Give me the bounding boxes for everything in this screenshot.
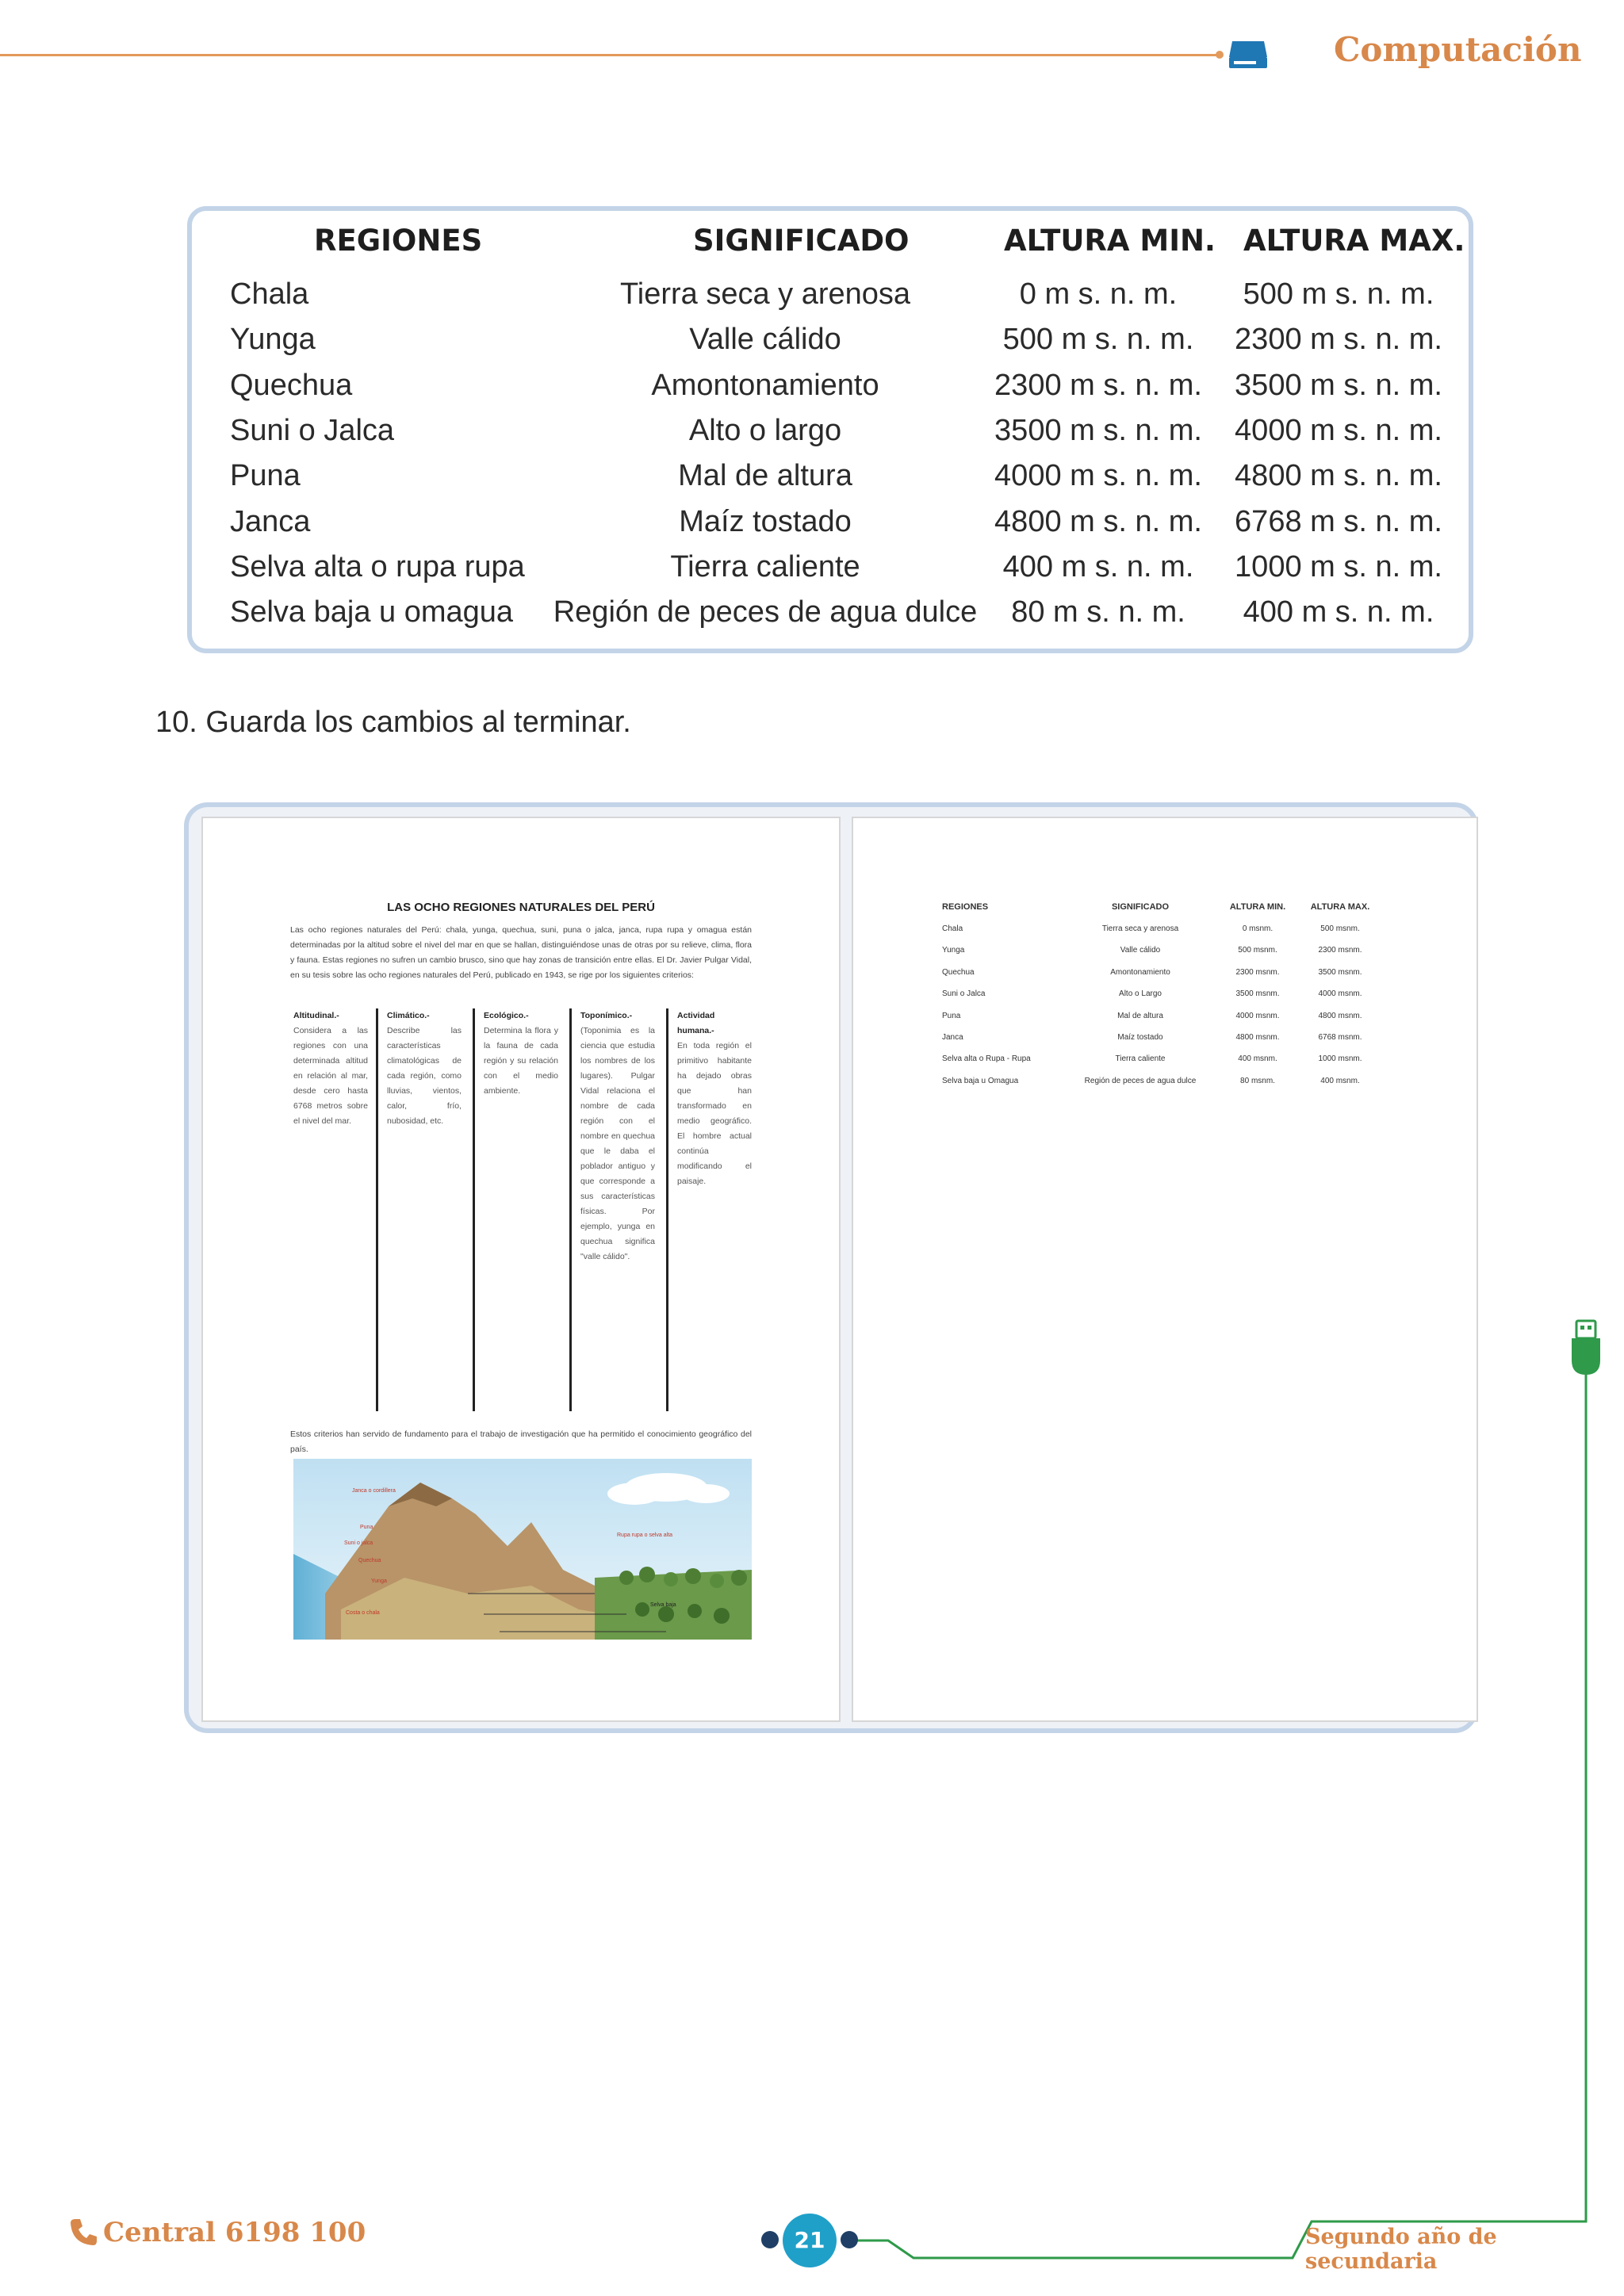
- table-header-altura-max: ALTURA MAX.: [1243, 224, 1465, 258]
- grade-label: Segundo año de secundaria: [1305, 2225, 1497, 2274]
- table-cell-r3-c2: Amontonamiento: [651, 368, 879, 402]
- mini-header-3: ALTURA MIN.: [1229, 902, 1286, 912]
- header-rule: [0, 54, 1217, 56]
- criterion-text: En toda región el primitivo habitante ha dejado obras que han transformado en medio geográfico. El hombre actual continúa modificando el paisaje.: [677, 1041, 752, 1186]
- mini-cell-r7-c1: Selva alta o Rupa - Rupa: [942, 1054, 1031, 1064]
- page-dot-left: [761, 2231, 779, 2248]
- table-cell-r5-c3: 4000 m s. n. m.: [994, 459, 1202, 493]
- illus-label-yunga: Yunga: [371, 1578, 387, 1584]
- mini-cell-r1-c3: 0 msnm.: [1242, 924, 1274, 933]
- mini-cell-r5-c1: Puna: [942, 1011, 961, 1020]
- mini-cell-r1-c2: Tierra seca y arenosa: [1101, 924, 1179, 933]
- table-cell-r1-c4: 500 m s. n. m.: [1243, 277, 1434, 311]
- table-cell-r8-c3: 80 m s. n. m.: [1011, 595, 1185, 629]
- mini-cell-r7-c4: 1000 msnm.: [1318, 1054, 1362, 1064]
- mini-cell-r6-c2: Maíz tostado: [1117, 1033, 1163, 1042]
- illus-label-rupa-rupa: Rupa rupa o selva alta: [617, 1533, 673, 1538]
- page-number: 21: [783, 2214, 837, 2267]
- column-divider: [473, 1008, 475, 1411]
- hard-drive-icon: [1228, 38, 1269, 70]
- illus-label-puna: Puna: [360, 1525, 373, 1530]
- table-cell-r5-c4: 4800 m s. n. m.: [1235, 459, 1442, 493]
- document-page-1: [201, 817, 841, 1722]
- criterion-altitudinal: [293, 1008, 368, 1129]
- table-cell-r4-c4: 4000 m s. n. m.: [1235, 413, 1442, 447]
- illus-label-janca: Janca o cordillera: [352, 1488, 396, 1494]
- table-cell-r3-c4: 3500 m s. n. m.: [1235, 368, 1442, 402]
- header-title: Computación: [1334, 30, 1582, 69]
- usb-icon: [1567, 1319, 1605, 1378]
- mini-cell-r3-c2: Amontonamiento: [1110, 967, 1170, 977]
- mini-cell-r2-c1: Yunga: [942, 946, 965, 955]
- mini-cell-r4-c2: Alto o Largo: [1119, 989, 1162, 999]
- doc-intro-paragraph: Las ocho regiones naturales del Perú: chala, yunga, quechua, suni, puna o jalca, janca, rupa rupa y omagua están determinadas por la altitud sobre el nivel del mar en que se hallan, distinguiéndose unas de otras por su relieve, clima, flora y fauna. Estas regiones no sufren un cambio brusco, sino que hay zonas de transición entre ellas. El Dr. Javier Pulgar Vidal, en su tesis sobre las ocho regiones naturales del Perú, publicado en 1943, se rige por los siguientes criterios:: [290, 925, 752, 980]
- mini-cell-r3-c3: 2300 msnm.: [1235, 967, 1280, 977]
- column-divider: [376, 1008, 378, 1411]
- table-cell-r1-c3: 0 m s. n. m.: [1019, 277, 1178, 311]
- criterion-ecologico: [484, 1008, 558, 1099]
- mini-cell-r5-c2: Mal de altura: [1117, 1011, 1163, 1020]
- criterion-toponimico: [580, 1008, 655, 1265]
- phone-icon: [68, 2217, 98, 2247]
- criterion-heading: Altitudinal.-: [293, 1011, 339, 1020]
- table-cell-r3-c1: Quechua: [230, 368, 353, 402]
- criterion-text: Describe las características climatológicas de cada región, como lluvias, vientos, calor, frío, nubosidad, etc.: [387, 1026, 462, 1126]
- criterion-text: (Toponimia es la ciencia que estudia los nombres de los lugares). Pulgar Vidal relaciona el nombre de cada región con el nombre en quechua que le daba el poblador antiguo y que corresponde a sus características físicas. Por ejemplo, yunga en quechua significa "valle cálido".: [580, 1026, 655, 1261]
- mini-cell-r2-c3: 500 msnm.: [1238, 946, 1277, 955]
- table-cell-r8-c2: Región de peces de agua dulce: [553, 595, 978, 629]
- table-header-regiones: REGIONES: [314, 224, 483, 258]
- criterion-heading: Actividad humana.-: [677, 1011, 715, 1035]
- illus-label-quechua: Quechua: [358, 1558, 381, 1563]
- doc-title: LAS OCHO REGIONES NATURALES DEL PERÚ: [387, 901, 655, 914]
- criterion-heading: Climático.-: [387, 1011, 430, 1020]
- document-page-2: [852, 817, 1478, 1722]
- table-header-significado: SIGNIFICADO: [693, 224, 910, 258]
- table-cell-r4-c3: 3500 m s. n. m.: [994, 413, 1202, 447]
- mini-cell-r8-c4: 400 msnm.: [1320, 1076, 1360, 1085]
- table-cell-r7-c1: Selva alta o rupa rupa: [230, 549, 525, 584]
- mini-cell-r1-c1: Chala: [942, 924, 963, 933]
- regions-illustration: [293, 1459, 752, 1640]
- table-cell-r2-c4: 2300 m s. n. m.: [1235, 323, 1442, 357]
- table-cell-r2-c1: Yunga: [230, 323, 316, 357]
- mini-cell-r3-c4: 3500 msnm.: [1318, 967, 1362, 977]
- illus-label-suni: Suni o jalca: [344, 1540, 373, 1546]
- mini-cell-r8-c1: Selva baja u Omagua: [942, 1076, 1019, 1085]
- mini-cell-r8-c2: Región de peces de agua dulce: [1084, 1076, 1197, 1085]
- mini-cell-r4-c3: 3500 msnm.: [1235, 989, 1280, 999]
- mini-cell-r4-c1: Suni o Jalca: [942, 989, 986, 999]
- criterion-actividad-humana: [677, 1008, 752, 1189]
- mini-cell-r3-c1: Quechua: [942, 967, 975, 977]
- column-divider: [569, 1008, 572, 1411]
- mini-header-4: ALTURA MAX.: [1310, 902, 1370, 912]
- table-cell-r5-c2: Mal de altura: [678, 459, 852, 493]
- table-cell-r4-c2: Alto o largo: [688, 413, 842, 447]
- table-cell-r6-c2: Maíz tostado: [679, 504, 852, 538]
- criterion-text: Determina la flora y la fauna de cada región y su relación con el medio ambiente.: [484, 1026, 558, 1096]
- illus-label-costa: Costa o chala: [346, 1610, 380, 1616]
- document-screenshot: [184, 802, 1478, 1733]
- page-dot-right: [841, 2231, 858, 2248]
- criterion-heading: Toponímico.-: [580, 1011, 633, 1020]
- table-cell-r5-c1: Puna: [230, 459, 301, 493]
- table-cell-r4-c1: Suni o Jalca: [230, 413, 395, 447]
- table-cell-r6-c3: 4800 m s. n. m.: [994, 504, 1202, 538]
- mini-cell-r5-c3: 4000 msnm.: [1235, 1011, 1280, 1020]
- criterion-heading: Ecológico.-: [484, 1011, 529, 1020]
- mini-header-1: REGIONES: [942, 902, 989, 912]
- table-cell-r8-c4: 400 m s. n. m.: [1243, 595, 1434, 629]
- table-cell-r6-c1: Janca: [230, 504, 311, 538]
- mini-cell-r5-c4: 4800 msnm.: [1318, 1011, 1362, 1020]
- header-rule-dot: [1216, 51, 1224, 59]
- table-cell-r6-c4: 6768 m s. n. m.: [1235, 504, 1442, 538]
- mini-cell-r8-c3: 80 msnm.: [1240, 1076, 1275, 1085]
- central-phone-text: Central 6198 100: [103, 2217, 366, 2248]
- table-cell-r1-c2: Tierra seca y arenosa: [619, 277, 911, 311]
- doc-outro-paragraph: Estos criterios han servido de fundamento para el trabajo de investigación que ha permitido el conocimiento geográfico del país.: [290, 1429, 752, 1454]
- mini-cell-r1-c4: 500 msnm.: [1320, 924, 1360, 933]
- mini-cell-r2-c2: Valle cálido: [1120, 946, 1161, 955]
- table-cell-r7-c3: 400 m s. n. m.: [1002, 549, 1194, 584]
- mini-cell-r6-c3: 4800 msnm.: [1235, 1033, 1280, 1042]
- table-cell-r2-c3: 500 m s. n. m.: [1002, 323, 1194, 357]
- mini-cell-r6-c1: Janca: [942, 1033, 963, 1042]
- table-cell-r3-c3: 2300 m s. n. m.: [994, 368, 1202, 402]
- mini-cell-r4-c4: 4000 msnm.: [1318, 989, 1362, 999]
- table-header-altura-min: ALTURA MIN.: [1004, 224, 1216, 258]
- table-cell-r7-c4: 1000 m s. n. m.: [1235, 549, 1442, 584]
- mini-cell-r2-c4: 2300 msnm.: [1318, 946, 1362, 955]
- mini-header-2: SIGNIFICADO: [1111, 902, 1170, 912]
- criterion-text: Considera a las regiones con una determinada altitud en relación al mar, desde cero hasta 6768 metros sobre el nivel del mar.: [293, 1026, 368, 1126]
- instruction-step: 10. Guarda los cambios al terminar.: [155, 706, 631, 739]
- criterion-climatico: [387, 1008, 462, 1129]
- mini-cell-r6-c4: 6768 msnm.: [1318, 1033, 1362, 1042]
- table-cell-r1-c1: Chala: [230, 277, 309, 311]
- mini-cell-r7-c3: 400 msnm.: [1238, 1054, 1277, 1064]
- column-divider: [666, 1008, 668, 1411]
- illus-label-selva-baja: Selva baja: [650, 1602, 676, 1608]
- table-cell-r7-c2: Tierra caliente: [670, 549, 860, 584]
- table-cell-r2-c2: Valle cálido: [689, 323, 841, 357]
- mini-cell-r7-c2: Tierra caliente: [1115, 1054, 1166, 1064]
- table-cell-r8-c1: Selva baja u omagua: [230, 595, 514, 629]
